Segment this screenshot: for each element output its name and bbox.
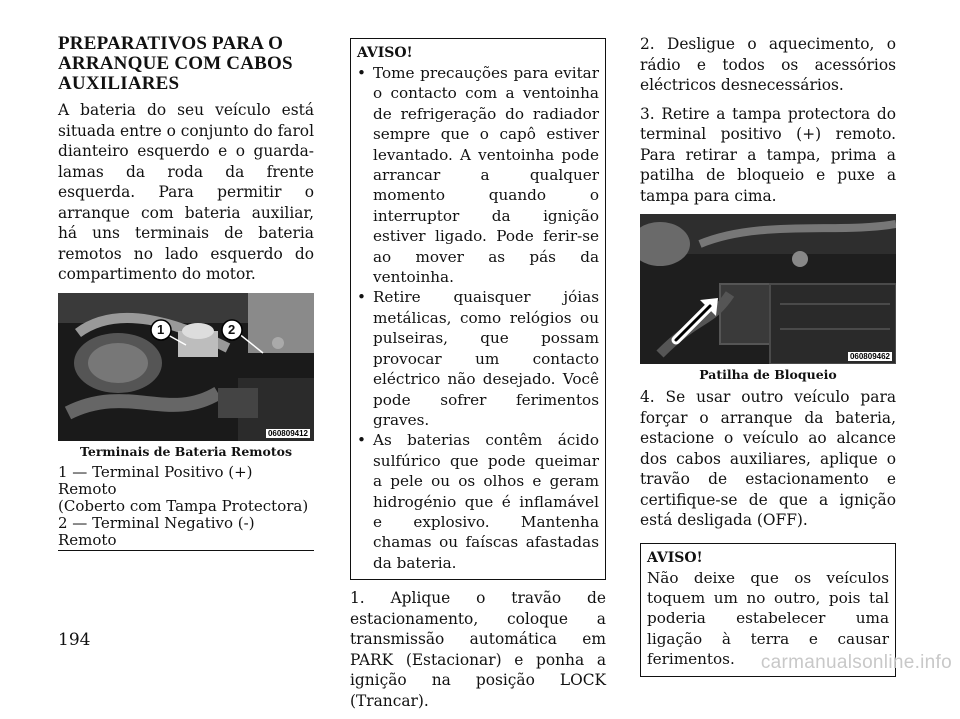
step-3: 3. Retire a tampa protectora do terminal positivo (+) remoto. Para retirar a tampa, prima a patilha de bloqueio e puxe a tampa para cima. [640, 104, 896, 205]
legend-line: 2 — Terminal Negativo (-) Remoto [58, 513, 255, 549]
figure-caption: Patilha de Bloqueio [699, 367, 837, 382]
photo-code: 060809462 [849, 352, 890, 361]
page-number: 194 [58, 630, 91, 650]
warning-box [350, 38, 606, 580]
callout-2: 2 [228, 321, 236, 337]
column-left [58, 34, 314, 551]
legend-line: 1 — Terminal Positivo (+) Remoto [58, 462, 253, 498]
warning-item: • Tome precauções para evitar o contacto com a ventoinha de refrigeração do radiador sempre que o capô estiver levantado. A ventoinha pode arrancar a qualquer momento quando o interruptor da ignição estiver ligado. Pode ferir-se ao mover as pás da ventoinha. [357, 63, 599, 287]
locking-tab-illustration [640, 214, 896, 364]
watermark: carmanualsonline.info [760, 652, 952, 673]
step-2: 2. Desligue o aquecimento, o rádio e todos os acessórios eléctricos desnecessários. [640, 35, 896, 94]
column-right [640, 34, 896, 685]
step-1: 1. Aplique o travão de estacionamento, coloque a transmissão automática em PARK (Estacionar) e ponha a ignição na posição LOCK (Trancar). [350, 589, 606, 710]
warning-item: • Retire quaisquer jóias metálicas, como relógios ou pulseiras, que possam provocar um contacto eléctrico não desejado. Você pode sofrer ferimentos graves. [357, 287, 599, 430]
engine-photo-remote-terminals [58, 293, 314, 441]
photo-code: 060809412 [267, 428, 308, 438]
warning-title: AVISO! [647, 549, 703, 566]
warning-list [357, 63, 599, 573]
engine-illustration [58, 293, 314, 441]
warning-title: AVISO! [357, 45, 413, 61]
legend-line: (Coberto com Tampa Protectora) [58, 496, 309, 515]
warning-text: Não deixe que os veículos toquem um no outro, pois tal poderia estabelecer uma ligação à terra e causar ferimentos. [647, 568, 889, 669]
warning-item: • As baterias contêm ácido sulfúrico que pode queimar a pele ou os olhos e geram hidrogénio que é inflamável e explosivo. Mantenha chamas ou faíscas afastadas da bateria. [357, 430, 599, 573]
step-4: 4. Se usar outro veículo para forçar o arranque da bateria, estacione o veículo ao alcance dos cabos auxiliares, aplique o travão de estacionamento e certifique-se de que a ignição está desligada (OFF). [640, 388, 896, 529]
figure-caption: Terminais de Bateria Remotos [80, 443, 292, 459]
column-middle [350, 38, 606, 719]
callout-1: 1 [157, 321, 165, 337]
section-heading: PREPARATIVOS PARA O ARRANQUE COM CABOS AUXILIARES [58, 33, 293, 94]
engine-photo-locking-tab [640, 214, 896, 364]
figure-legend [58, 464, 314, 551]
intro-paragraph: A bateria do seu veículo está situada entre o conjunto do farol dianteiro esquerdo e o guarda-lamas da roda da frente esquerda. Para permitir o arranque com bateria auxiliar, há uns terminais de bateria remotos no lado esquerdo do compartimento do motor. [58, 101, 314, 283]
